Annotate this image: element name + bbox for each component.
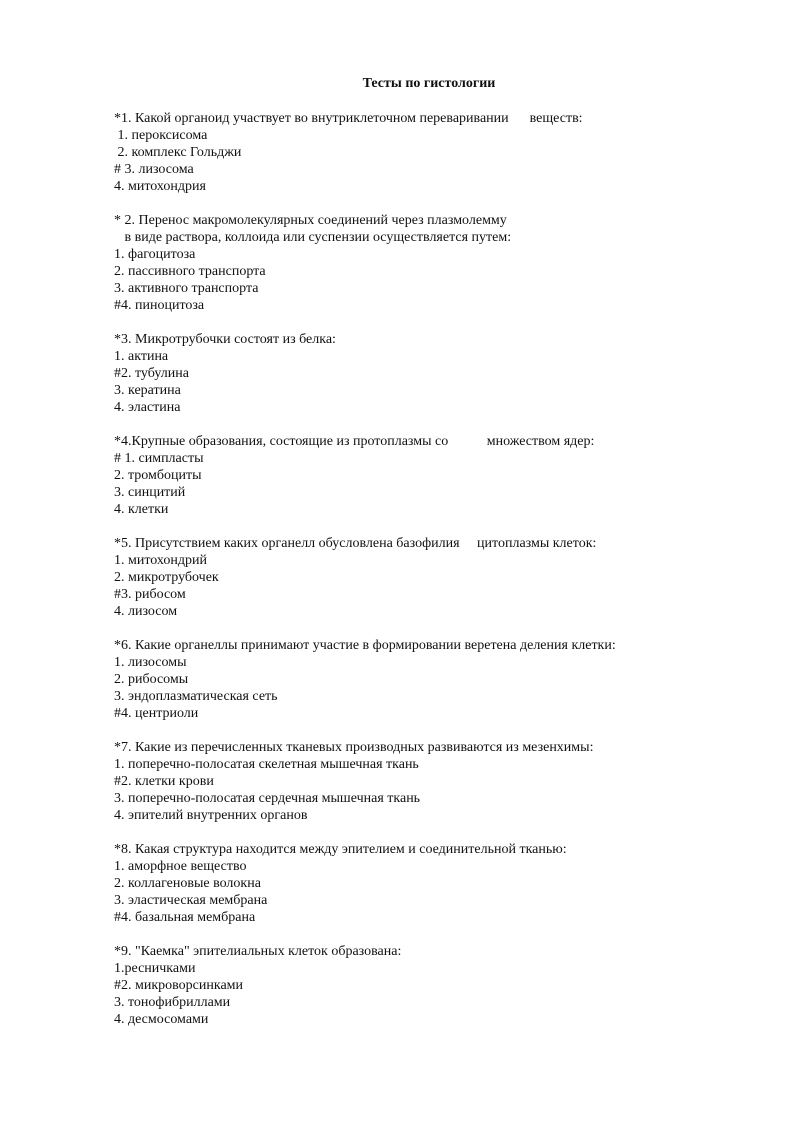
- question-block: [114, 535, 734, 620]
- question-text: * 2. Перенос макромолекулярных соединений через плазмолемму: [114, 213, 507, 228]
- question-block: [114, 637, 734, 722]
- answer-option: 2. пассивного транспорта: [114, 264, 266, 279]
- answer-option: 4. эластина: [114, 400, 181, 415]
- answer-option: 1.ресничками: [114, 961, 196, 976]
- questions-list: [114, 110, 734, 1045]
- answer-option: #4. пиноцитоза: [114, 298, 205, 313]
- page-title: Тесты по гистологии: [362, 76, 496, 91]
- question-block: [114, 433, 734, 518]
- answer-option: 1. лизосомы: [114, 655, 187, 670]
- answer-option: 1. поперечно-полосатая скелетная мышечная ткань: [114, 757, 419, 772]
- answer-option: 1. аморфное вещество: [114, 859, 247, 874]
- question-block: [114, 943, 734, 1028]
- answer-option: 2. тромбоциты: [114, 468, 202, 483]
- answer-option: # 1. симпласты: [114, 451, 204, 466]
- answer-option: 4. десмосомами: [114, 1012, 209, 1027]
- question-block: [114, 212, 734, 314]
- answer-option: 3. эластическая мембрана: [114, 893, 268, 908]
- answer-option: 1. фагоцитоза: [114, 247, 196, 262]
- answer-option: 2. комплекс Гольджи: [114, 145, 242, 160]
- answer-option: 3. эндоплазматическая сеть: [114, 689, 278, 704]
- answer-option: 2. коллагеновые волокна: [114, 876, 261, 891]
- answer-option: в виде раствора, коллоида или суспензии осуществляется путем:: [114, 230, 512, 245]
- answer-option: 2. рибосомы: [114, 672, 189, 687]
- question-text: *8. Какая структура находится между эпителием и соединительной тканью:: [114, 842, 567, 857]
- answer-option: 4. клетки: [114, 502, 169, 517]
- answer-option: #4. базальная мембрана: [114, 910, 256, 925]
- answer-option: 1. актина: [114, 349, 169, 364]
- answer-option: 4. митохондрия: [114, 179, 206, 194]
- question-text: *6. Какие органеллы принимают участие в формировании веретена деления клетки:: [114, 638, 616, 653]
- question-block: [114, 110, 734, 195]
- answer-option: #3. рибосом: [114, 587, 186, 602]
- question-block: [114, 331, 734, 416]
- answer-option: 3. синцитий: [114, 485, 186, 500]
- answer-option: # 3. лизосома: [114, 162, 194, 177]
- answer-option: 2. микротрубочек: [114, 570, 219, 585]
- answer-option: 4. лизосом: [114, 604, 178, 619]
- question-text: *9. "Каемка" эпителиальных клеток образована:: [114, 944, 402, 959]
- answer-option: 3. поперечно-полосатая сердечная мышечная ткань: [114, 791, 421, 806]
- question-text: *3. Микротрубочки состоят из белка:: [114, 332, 336, 347]
- answer-option: #2. тубулина: [114, 366, 189, 381]
- question-text: *1. Какой органоид участвует во внутриклеточном переваривании веществ:: [114, 111, 583, 126]
- question-block: [114, 739, 734, 824]
- answer-option: 3. активного транспорта: [114, 281, 259, 296]
- answer-option: #2. микроворсинками: [114, 978, 244, 993]
- answer-option: 1. митохондрий: [114, 553, 208, 568]
- answer-option: 3. тонофибриллами: [114, 995, 231, 1010]
- answer-option: #4. центриоли: [114, 706, 199, 721]
- answer-option: #2. клетки крови: [114, 774, 214, 789]
- question-text: *7. Какие из перечисленных тканевых производных развиваются из мезенхимы:: [114, 740, 594, 755]
- question-text: *5. Присутствием каких органелл обусловлена базофилия цитоплазмы клеток:: [114, 536, 597, 551]
- answer-option: 4. эпителий внутренних органов: [114, 808, 308, 823]
- question-block: [114, 841, 734, 926]
- question-text: *4.Крупные образования, состоящие из протоплазмы со множеством ядер:: [114, 434, 595, 449]
- answer-option: 3. кератина: [114, 383, 181, 398]
- answer-option: 1. пероксисома: [114, 128, 208, 143]
